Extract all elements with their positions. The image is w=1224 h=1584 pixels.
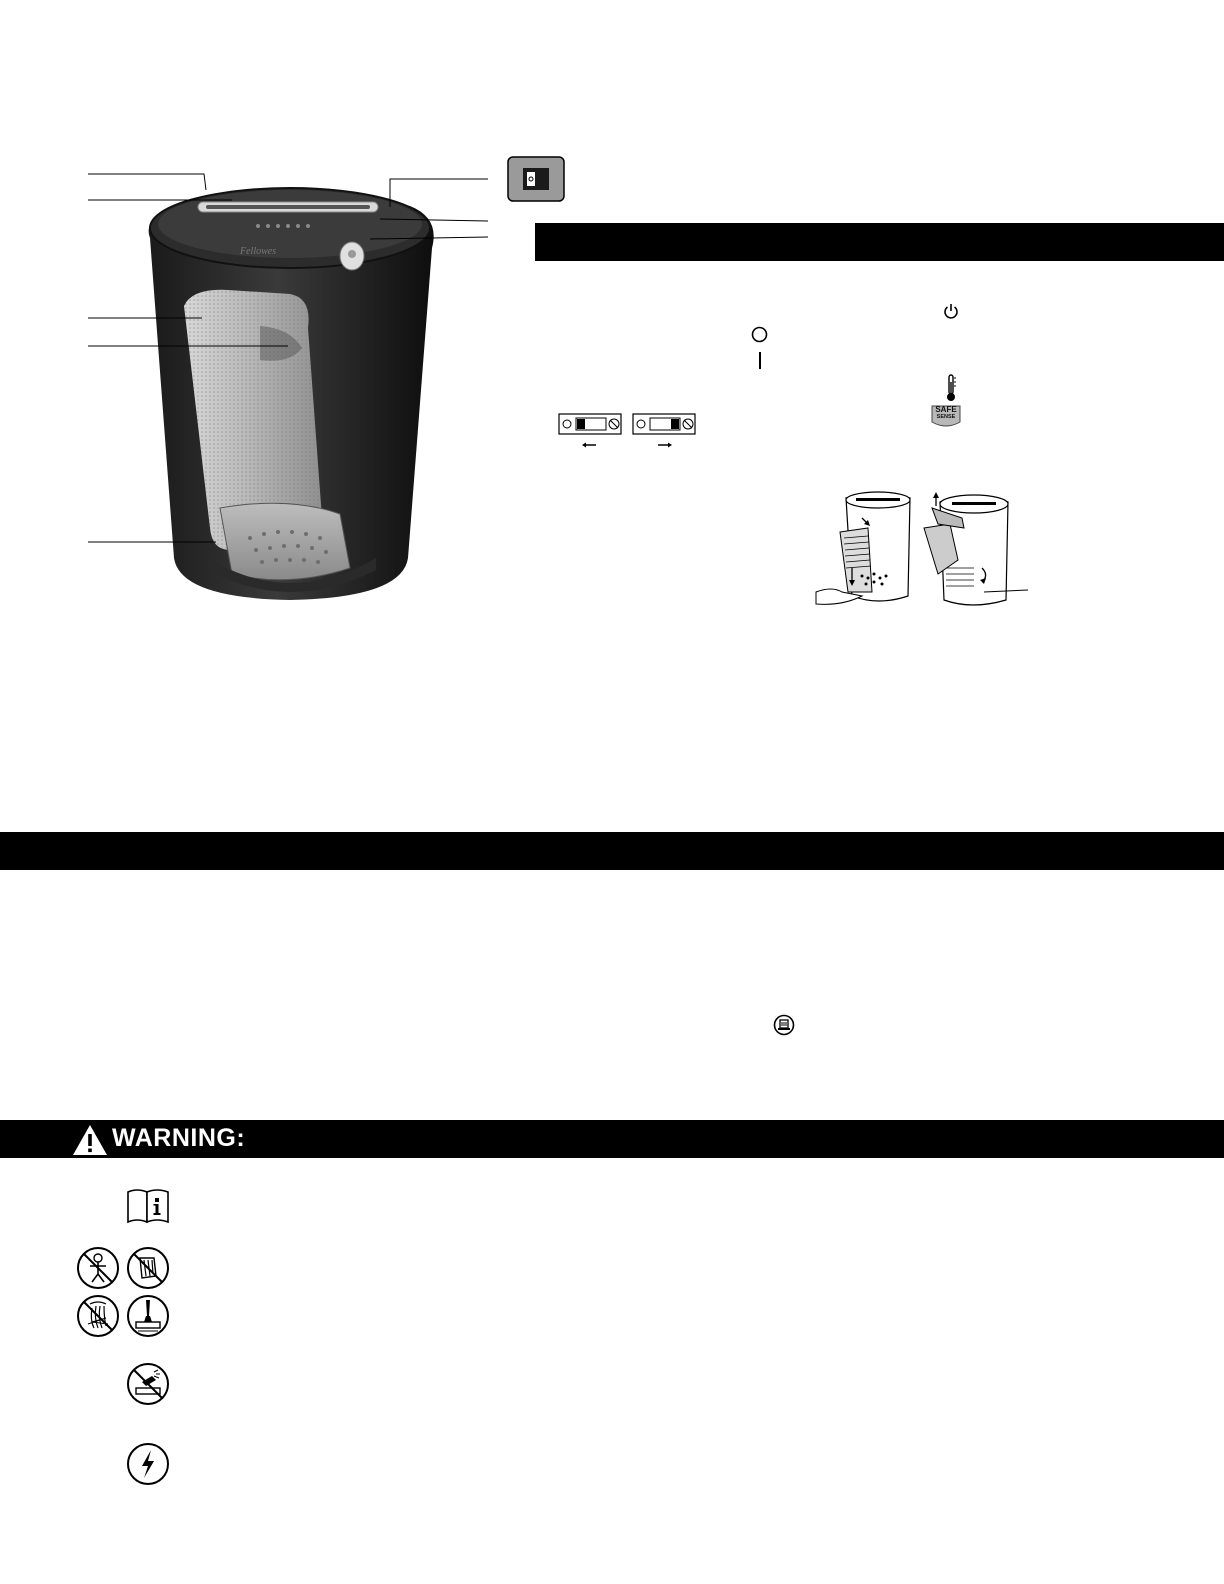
safesense-line1: SAFE (935, 405, 957, 414)
safesense-badge-icon (929, 404, 963, 430)
warning-triangle-icon (72, 1124, 108, 1156)
thermometer-icon (944, 374, 958, 402)
off-circle-icon (751, 326, 768, 343)
no-hands-icon (126, 1246, 170, 1290)
svg-text:Fellowes: Fellowes (240, 246, 277, 257)
callout-lines-left (88, 170, 288, 550)
section-header-bar-controls (535, 223, 1224, 261)
rocker-switch-icon (507, 156, 565, 202)
read-manual-icon (126, 1188, 170, 1224)
no-long-hair-icon (76, 1294, 120, 1338)
section-header-bar-operation (0, 832, 1224, 870)
slide-switch-left-icon (558, 413, 624, 455)
slide-switch-right-icon (632, 413, 698, 455)
on-line-icon (758, 352, 762, 369)
electric-shock-icon (126, 1442, 170, 1486)
power-standby-icon (943, 303, 959, 319)
no-ties-icon (126, 1294, 170, 1338)
no-aerosol-icon (126, 1362, 170, 1406)
bin-emptying-illustration (812, 488, 1034, 612)
safesense-line2: SENSE (936, 414, 956, 420)
warning-label: WARNING: (112, 1124, 246, 1152)
no-children-icon (76, 1246, 120, 1290)
bin-full-icon (773, 1014, 795, 1036)
callout-lines-right (360, 175, 490, 245)
